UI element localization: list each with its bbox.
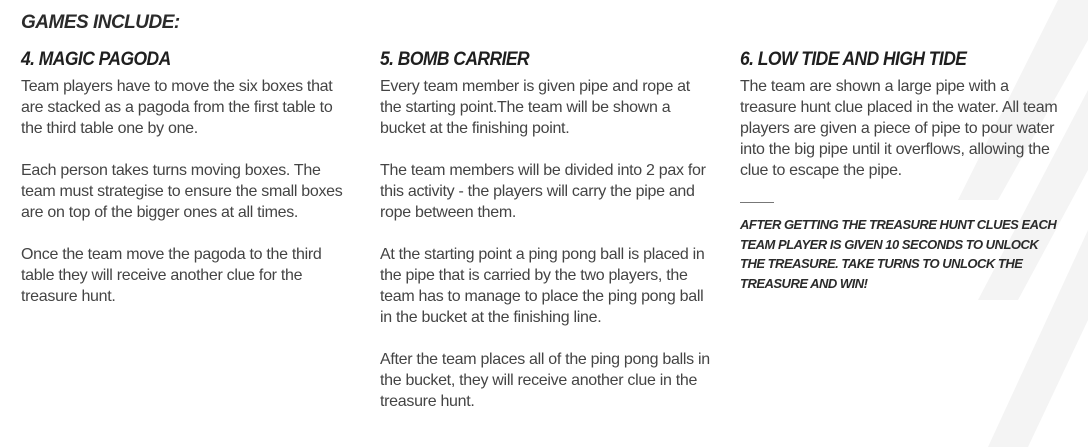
game-column-magic-pagoda	[21, 47, 351, 328]
game-title: 6. LOW TIDE AND HIGH TIDE	[740, 49, 967, 70]
game-paragraph: The team are shown a large pipe with a treasure hunt clue placed in the water. All team players are given a piece of pipe to pour water into the big pipe until it overflows, allowing the clue to escape the pipe.	[740, 78, 1058, 179]
closing-note: AFTER GETTING THE TREASURE HUNT CLUES EACH TEAM PLAYER IS GIVEN 10 SECONDS TO UNLOCK THE TREASURE. TAKE TURNS TO UNLOCK THE TREASURE AND WIN!	[740, 217, 1057, 291]
game-title: 5. BOMB CARRIER	[380, 49, 530, 70]
game-paragraph: The team members will be divided into 2 pax for this activity - the players will carry the pipe and rope between them.	[380, 162, 706, 221]
game-paragraph: Every team member is given pipe and rope at the starting point.The team will be shown a bucket at the finishing point.	[380, 78, 690, 137]
divider	[740, 202, 774, 203]
section-heading: GAMES INCLUDE:	[21, 12, 180, 33]
game-paragraph: Once the team move the pagoda to the third table they will receive another clue for the treasure hunt.	[21, 246, 322, 305]
game-paragraph: Each person takes turns moving boxes. The team must strategise to ensure the small boxes are on top of the bigger ones at all times.	[21, 162, 343, 221]
game-paragraph: At the starting point a ping pong ball is placed in the pipe that is carried by the two players, the team has to manage to place the ping pong ball in the bucket at the finishing line.	[380, 246, 705, 326]
game-paragraph: After the team places all of the ping pong balls in the bucket, they will receive another clue in the treasure hunt.	[380, 351, 710, 410]
game-title: 4. MAGIC PAGODA	[21, 49, 171, 70]
game-paragraph: Team players have to move the six boxes that are stacked as a pagoda from the first table to the third table one by one.	[21, 78, 333, 137]
game-column-bomb-carrier	[380, 47, 712, 433]
game-column-low-tide-high-tide	[740, 47, 1065, 293]
